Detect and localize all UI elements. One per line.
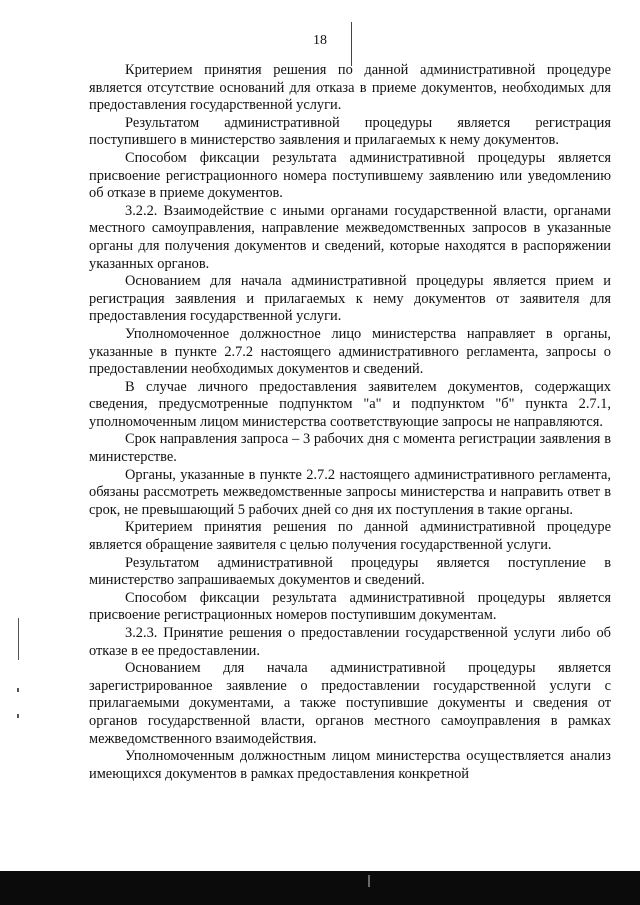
scan-artifact-left-margin-3 xyxy=(17,714,19,718)
paragraph: Органы, указанные в пункте 2.7.2 настоящего административного регламента, обязаны рассмотреть межведомственные запросы министерства и направить ответ в срок, не превышающий 5 рабочих дней со дня их поступления в такие органы. xyxy=(89,466,611,518)
paragraph: Критерием принятия решения по данной административной процедуре является отсутствие оснований для отказа в приеме документов, необходимых для предоставления государственной услуги. xyxy=(89,62,611,114)
paragraph: Результатом административной процедуры является регистрация поступившего в министерство заявления и прилагаемых к нему документов. xyxy=(89,114,611,149)
document-body xyxy=(89,62,611,783)
paragraph: Основанием для начала административной процедуры является прием и регистрация заявления и прилагаемых к нему документов от заявителя для предоставления государственной услуги. xyxy=(89,273,611,325)
paragraph: Уполномоченным должностным лицом министерства осуществляется анализ имеющихся документов в рамках предоставления конкретной xyxy=(89,748,611,782)
scan-artifact-left-margin-2 xyxy=(17,688,19,692)
section-heading-3-2-3: 3.2.3. Принятие решения о предоставлении государственной услуги либо об отказе в ее предоставлении. xyxy=(89,625,611,659)
section-heading-3-2-2: 3.2.2. Взаимодействие с иными органами государственной власти, органами местного самоуправления, направление межведомственных запросов в указанные органы для получения документов и сведений, которые находятся в распоряжении указанных органов. xyxy=(89,202,611,272)
paragraph: Способом фиксации результата административной процедуры является присвоение регистрационных номеров поступившим документам. xyxy=(89,589,611,624)
paragraph: Результатом административной процедуры является поступление в министерство запрашиваемых документов и сведений. xyxy=(89,554,611,589)
paragraph: Основанием для начала административной процедуры является зарегистрированное заявление о предоставлении государственной услуги с прилагаемыми документами, а также поступившие документы и сведения от органов государственной власти, органов местного самоуправления в рамках межведомственного взаимодействия. xyxy=(89,660,611,747)
scan-footer-bar xyxy=(0,871,640,905)
paragraph: Срок направления запроса – 3 рабочих дня с момента регистрации заявления в министерстве. xyxy=(89,431,611,466)
scan-artifact-footer-mark xyxy=(368,875,370,887)
paragraph: Способом фиксации результата административной процедуры является присвоение регистрационного номера поступившему заявлению или уведомлению об отказе в приеме документов. xyxy=(89,149,611,202)
paragraph: Уполномоченное должностное лицо министерства направляет в органы, указанные в пункте 2.7.2 настоящего административного регламента, запросы о предоставлении необходимых документов и сведений. xyxy=(89,325,611,378)
paragraph: Критерием принятия решения по данной административной процедуре является обращение заявителя с целью получения государственной услуги. xyxy=(89,519,611,554)
page-number: 18 xyxy=(313,33,327,48)
paragraph: В случае личного предоставления заявителем документов, содержащих сведения, предусмотренные подпунктом "а" и подпунктом "б" пункта 2.7.1, уполномоченным лицом министерства соответствующие запросы не направляются. xyxy=(89,378,611,430)
scan-artifact-left-margin-1 xyxy=(18,618,19,660)
